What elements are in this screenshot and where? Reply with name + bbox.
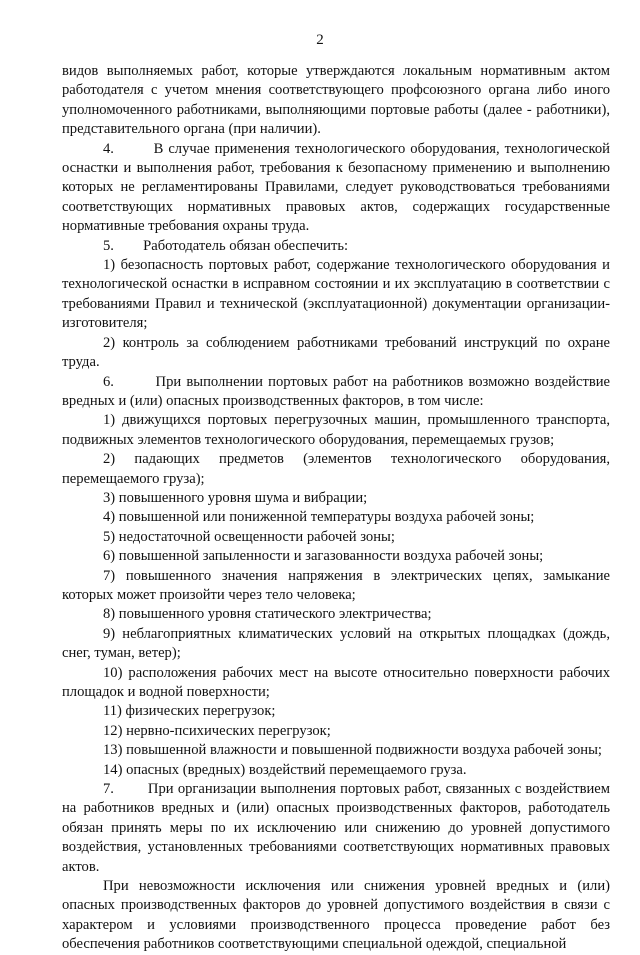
clause-6-item-12: 12) нервно-психических перегрузок; [103, 722, 331, 739]
clause-6-item-5: 5) недостаточной освещенности рабочей зоны; [103, 528, 395, 545]
clause-6-item-8: 8) повышенного уровня статического электричества; [103, 606, 432, 623]
clause-6-item-1: 1) движущихся портовых перегрузочных машин, промышленного транспорта, подвижных элементов технологического оборудования, перемещаемых грузов; [62, 412, 610, 448]
clause-6-item-9: 9) неблагоприятных климатических условий на открытых площадках (дождь, снег, туман, ветер); [62, 625, 610, 662]
clause-6-item-4: 4) повышенной или пониженной температуры воздуха рабочей зоны; [103, 509, 535, 526]
clause-6-item-2: 2) падающих предметов (элементов технологического оборудования, перемещаемого груза); [62, 451, 610, 487]
clause-6-item-11: 11) физических перегрузок; [103, 703, 276, 720]
clause-6-item-14: 14) опасных (вредных) воздействий перемещаемого груза. [103, 761, 467, 778]
clause-6-item-10: 10) расположения рабочих мест на высоте относительно поверхности рабочих площадок и водной поверхности; [62, 664, 610, 700]
clause-6-item-6: 6) повышенной запыленности и загазованности воздуха рабочей зоны; [103, 548, 544, 565]
clause-5-item-2: 2) контроль за соблюдением работниками требований инструкций по охране труда. [62, 334, 610, 371]
document-body [62, 62, 610, 955]
page-number: 2 [316, 32, 324, 48]
clause-6-item-3: 3) повышенного уровня шума и вибрации; [103, 489, 368, 506]
clause-5: 5. Работодатель обязан обеспечить: [103, 237, 349, 254]
clause-6: 6. При выполнении портовых работ на работников возможно воздействие вредных и (или) опасных производственных факторов, в том числе: [62, 373, 610, 409]
clause-7: 7. При организации выполнения портовых работ, связанных с воздействием на работников вредных и (или) опасных производственных факторов, работодатель обязан принять меры по их исключению или снижению до уровней допустимого воздействия, установленных требованиями соответствующих нормативных правовых актов. [62, 781, 610, 875]
clause-7-paragraph-2: При невозможности исключения или снижения уровней вредных и (или) опасных производственных факторов до уровней допустимого воздействия в связи с характером и условиями производственного процесса проведение работ без обеспечения работников соответствующими специальной одеждой, специальной [62, 878, 610, 953]
clause-6-item-7: 7) повышенного значения напряжения в электрических цепях, замыкание которых может произойти через тело человека; [62, 567, 610, 603]
clause-5-item-1: 1) безопасность портовых работ, содержание технологического оборудования и технологической оснастки в исправном состоянии и их эксплуатацию в соответствии с требованиями Правил и технической (эксплуатационной) документации организации-изготовителя; [62, 257, 610, 332]
paragraph-continuation: видов выполняемых работ, которые утверждаются локальным нормативным актом работодателя с учетом мнения соответствующего профсоюзного органа либо иного уполномоченного работниками, выполняющими портовые работы (далее - работники), представительного органа (при наличии). [62, 63, 610, 138]
clause-4: 4. В случае применения технологического оборудования, технологической оснастки и выполнения работ, требования к безопасному применению и выполнению которых не регламентированы Правилами, следует руководствоваться требованиями соответствующих нормативных правовых актов, содержащих государственные нормативные требования охраны труда. [62, 140, 610, 235]
clause-6-item-13: 13) повышенной влажности и повышенной подвижности воздуха рабочей зоны; [103, 742, 602, 759]
